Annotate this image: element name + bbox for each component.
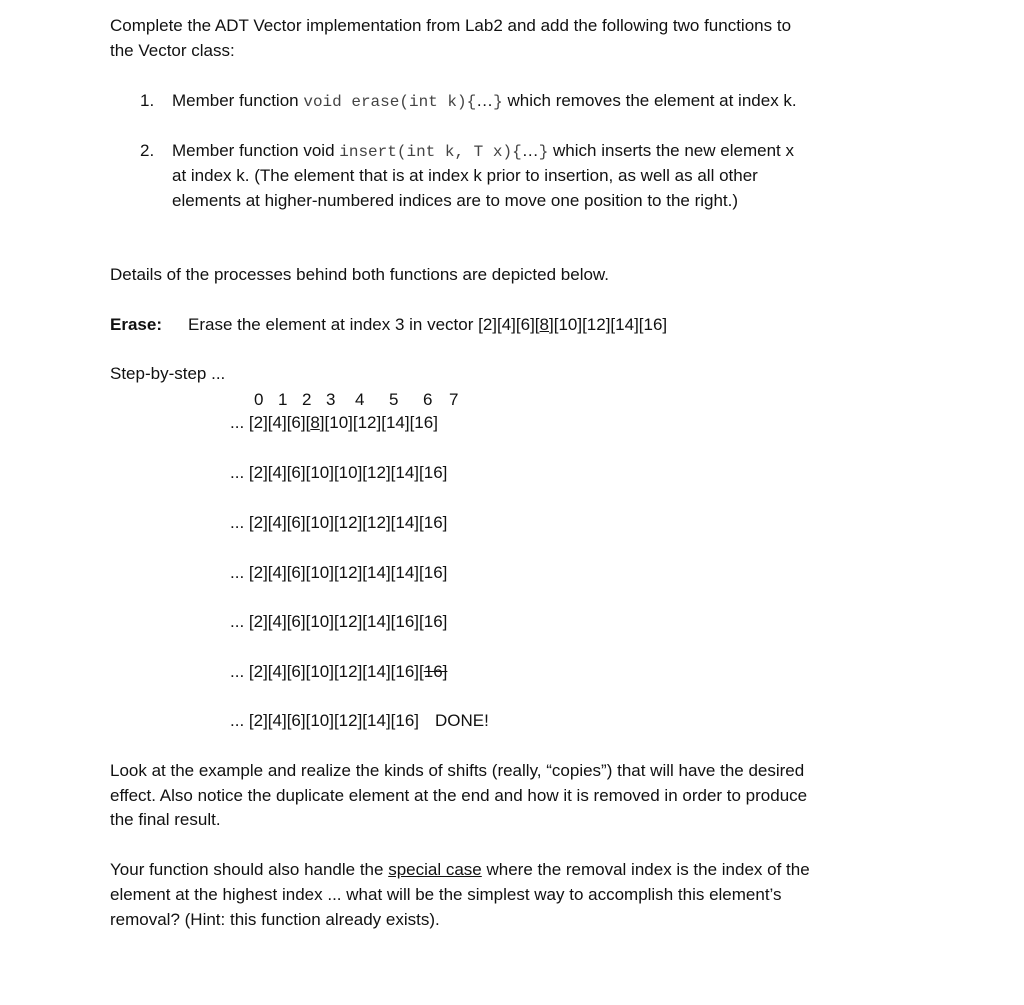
step-1-before: ... [2][4][6][ [230, 413, 311, 432]
step-1-after: ][10][12][14][16] [319, 413, 438, 432]
special-line-3: removal? (Hint: this function already exists). [110, 910, 440, 929]
look-line-1: Look at the example and realize the kinds of shifts (really, “copies”) that will have the desired [110, 761, 805, 780]
list-item-1-code: void erase(int k){ [303, 93, 477, 111]
step-4: ... [2][4][6][10][12][14][14][16] [230, 563, 448, 582]
list-item-2-number: 2. [140, 141, 155, 160]
index-label: 7 [449, 390, 459, 409]
index-row [254, 388, 474, 412]
step-6-before: ... [2][4][6][10][12][14][16][ [230, 662, 424, 681]
index-label: 1 [278, 390, 288, 409]
list-item-2 [172, 139, 794, 164]
list-item-1-number: 1. [140, 91, 155, 110]
step-1-highlight: 8 [310, 413, 320, 432]
erase-description [188, 313, 667, 337]
list-item-2-prefix: Member function void [172, 141, 340, 160]
special-line-1 [110, 858, 810, 882]
index-label: 3 [326, 390, 336, 409]
list-item-2-line-2: at index k. (The element that is at index k prior to insertion, as well as all other [172, 166, 758, 185]
look-line-2: effect. Also notice the duplicate element at the end and how it is removed in order to produce [110, 786, 808, 805]
step-6-strike: 16] [423, 662, 448, 681]
step-7-text: ... [2][4][6][10][12][14][16] [230, 711, 420, 730]
index-label: 4 [355, 390, 365, 409]
index-label: 2 [302, 390, 312, 409]
erase-text-after: ][10][12][14][16] [549, 315, 668, 334]
special-line-1-after: where the removal index is the index of the [481, 860, 810, 879]
list-item-1-suffix: which removes the element at index k. [502, 91, 797, 110]
step-7 [230, 709, 489, 733]
step-label: Step-by-step ... [110, 364, 226, 383]
intro-line-1: Complete the ADT Vector implementation from Lab2 and add the following two functions to [110, 16, 792, 35]
intro-line-2: the Vector class: [110, 41, 235, 60]
erase-highlight: 8 [539, 315, 549, 334]
list-item-1 [172, 89, 797, 114]
step-3: ... [2][4][6][10][12][12][14][16] [230, 513, 448, 532]
erase-text-before: Erase the element at index 3 in vector [2][4][6][ [188, 315, 540, 334]
look-line-3: the final result. [110, 810, 221, 829]
index-label: 6 [423, 390, 433, 409]
special-line-1-before: Your function should also handle the [110, 860, 389, 879]
list-item-2-line-3: elements at higher-numbered indices are to move one position to the right.) [172, 191, 739, 210]
list-item-2-code: insert(int k, T x){ [339, 143, 522, 161]
step-5: ... [2][4][6][10][12][14][16][16] [230, 612, 448, 631]
index-label: 5 [389, 390, 399, 409]
index-label: 0 [254, 390, 264, 409]
step-6 [230, 660, 447, 684]
special-line-2: element at the highest index ... what will be the simplest way to accomplish this element’s [110, 885, 782, 904]
list-item-1-code-end: } [493, 93, 503, 111]
special-case-underline: special case [388, 860, 482, 879]
list-item-2-suffix: which inserts the new element x [548, 141, 794, 160]
list-item-1-ellipsis: … [476, 91, 494, 110]
step-2: ... [2][4][6][10][10][12][14][16] [230, 463, 448, 482]
details-text: Details of the processes behind both functions are depicted below. [110, 265, 609, 284]
erase-label: Erase: [110, 315, 162, 334]
list-item-2-code-end: } [538, 143, 549, 161]
step-1 [230, 411, 438, 435]
list-item-2-ellipsis: … [521, 141, 539, 160]
step-7-done: DONE! [435, 711, 489, 730]
list-item-1-prefix: Member function [172, 91, 304, 110]
